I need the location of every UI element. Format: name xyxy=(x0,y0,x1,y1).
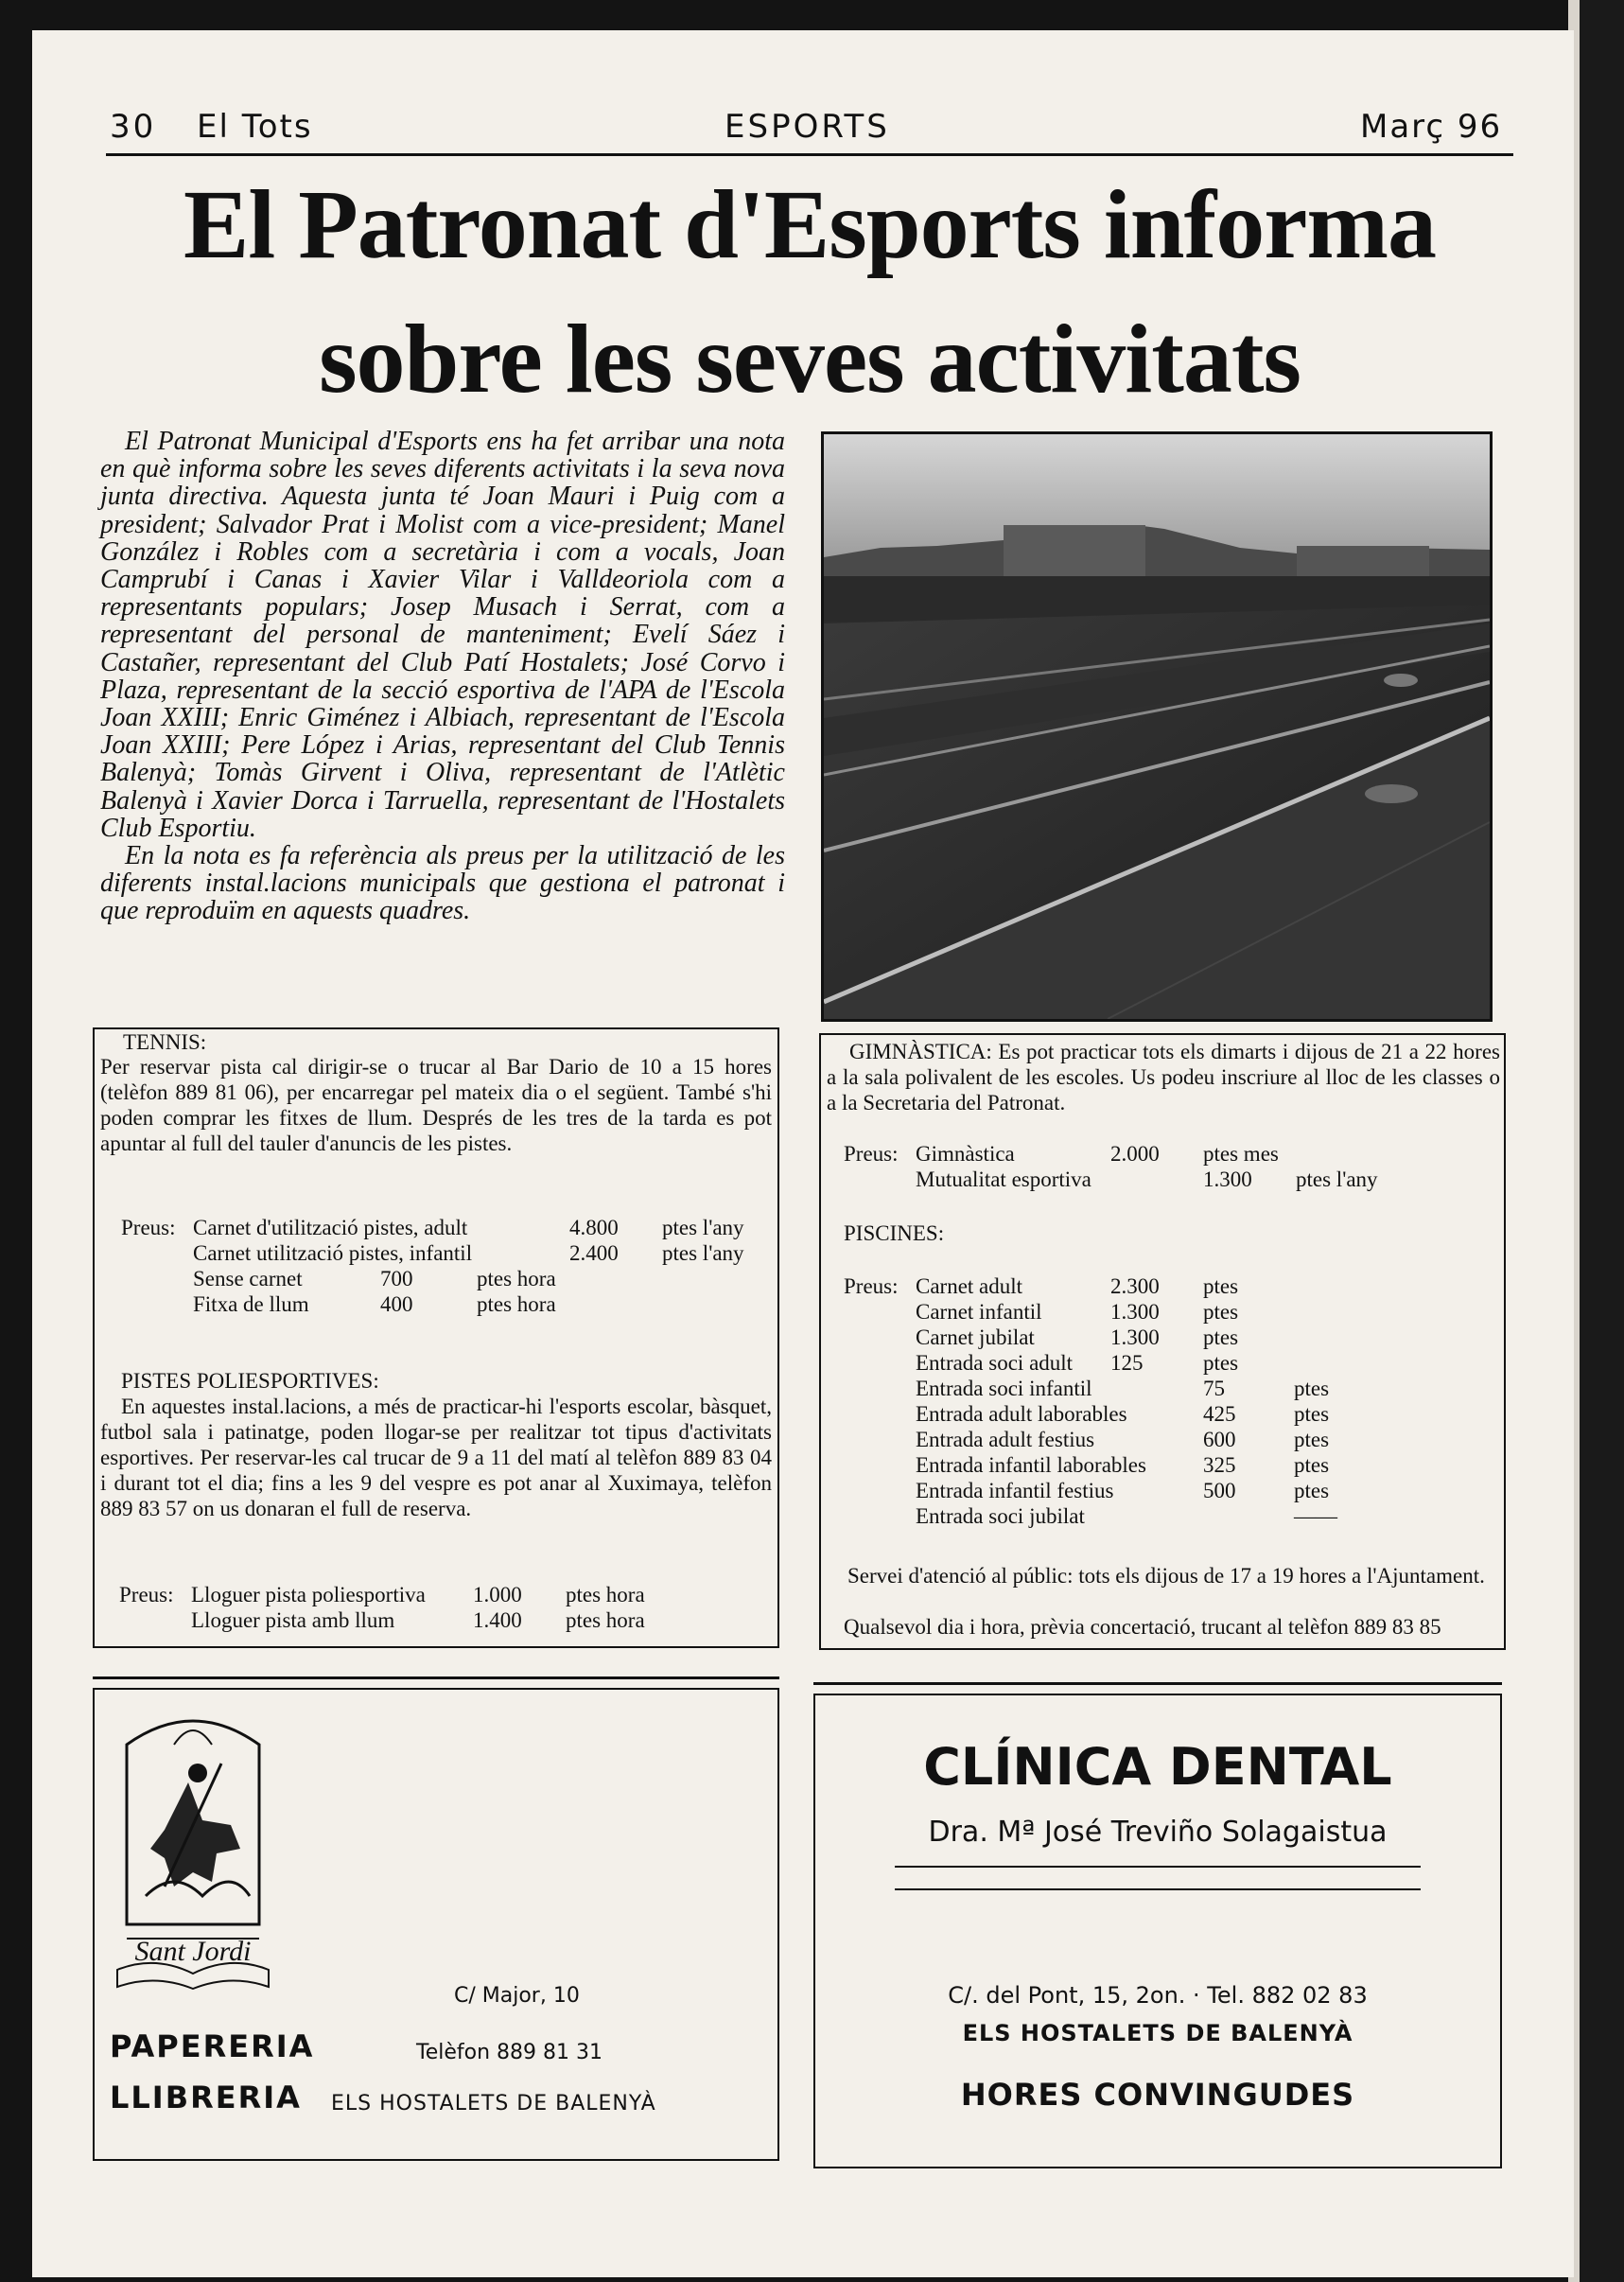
pistes-prices-label: Preus: xyxy=(119,1583,174,1606)
piscines-row-5-unit: ptes xyxy=(1294,1377,1330,1400)
tennis-row-2-price: 2.400 xyxy=(569,1241,619,1265)
piscines-row-9-unit: ptes xyxy=(1294,1479,1330,1502)
tennis-row-1-item: Carnet d'utilització pistes, adult xyxy=(193,1216,468,1239)
piscines-note-2: Qualsevol dia i hora, prèvia concertació, trucant al telèfon 889 83 85 xyxy=(844,1615,1441,1639)
logo-text: Sant Jordi xyxy=(134,1936,252,1967)
page-spine xyxy=(1574,0,1624,2282)
gimnastica-prices-label: Preus: xyxy=(844,1142,899,1166)
pistes-row-2-unit: ptes hora xyxy=(566,1608,645,1632)
pistes-text: En aquestes instal.lacions, a més de practicar-hi l'esports escolar, bàsquet, futbol sala i patinatge, poden llogar-se per realitzar tot tipus d'activitats esportives. Per reservar-les cal trucar de 9 a 11 del matí al telèfon 889 83 04 i durant tot el dia; fins a les 9 del vespre es pot anar al Xuximaya, telèfon 889 83 57 on us donaran el full de reserva. xyxy=(100,1395,772,1520)
header-rule xyxy=(106,153,1513,156)
page-number: 30 xyxy=(110,108,157,146)
pool-photo-image xyxy=(824,434,1490,1019)
gimnastica-row-1-item: Gimnàstica xyxy=(916,1142,1015,1166)
tennis-row-1-unit: ptes l'any xyxy=(662,1216,744,1239)
piscines-row-5-price: 75 xyxy=(1203,1377,1225,1400)
intro-text xyxy=(100,428,785,925)
piscines-row-7-unit: ptes xyxy=(1294,1428,1330,1451)
papereria-ad xyxy=(93,1688,779,2161)
pistes-row-1-unit: ptes hora xyxy=(566,1583,645,1606)
tennis-pistes-box xyxy=(93,1027,779,1648)
gimnastica-title: GIMNÀSTICA: xyxy=(849,1040,992,1063)
papereria-name-1: PAPERERIA xyxy=(110,2028,315,2064)
tennis-row-4-item: Fitxa de llum xyxy=(193,1292,309,1316)
intro-paragraph-1: El Patronat Municipal d'Esports ens ha fet arribar una nota en què informa sobre les seves diferents activitats i la seva nova junta directiva. Aquesta junta té Joan Mauri i Puig com a president; Salvador Prat i Molist com a vice-president; Manel González i Robles com a secretària i com a vocals, Joan Camprubí i Canas i Xavier Vilar i Valldeoriola com a representants populars; Josep Musach i Serrat, com a representant del personal de manteniment; Evelí Sáez i Castañer, representant del Club Patí Hostalets; José Corvo i Plaza, representant de la secció esportiva de l'APA de l'Escola Joan XXIII; Enric Giménez i Albiach, representant de l'Escola Joan XXIII; Pere López i Arias, representant del Club Tennis Balenyà; Tomàs Girvent i Oliva, representant de l'Atlètic Balenyà i Xavier Dorca i Tarruella, representant de l'Hostalets Club Esportiu. xyxy=(100,427,785,843)
piscines-row-1-price: 2.300 xyxy=(1110,1274,1160,1298)
clinica-rule-1 xyxy=(895,1866,1421,1868)
piscines-row-8-unit: ptes xyxy=(1294,1453,1330,1477)
piscines-row-8-price: 325 xyxy=(1203,1453,1236,1477)
piscines-row-2-unit: ptes xyxy=(1203,1300,1239,1324)
piscines-title: PISCINES: xyxy=(844,1221,945,1245)
piscines-note-1: Servei d'atenció al públic: tots els dijous de 17 a 19 hores a l'Ajuntament. xyxy=(847,1564,1485,1588)
piscines-row-4-item: Entrada soci adult xyxy=(916,1351,1074,1375)
tennis-row-1-price: 4.800 xyxy=(569,1216,619,1239)
gimnastica-text xyxy=(827,1039,1500,1115)
pistes-row-1-price: 1.000 xyxy=(473,1583,522,1606)
publication-name: El Tots xyxy=(197,108,313,146)
tennis-row-3-item: Sense carnet xyxy=(193,1267,303,1290)
piscines-row-6-unit: ptes xyxy=(1294,1402,1330,1426)
papereria-town: ELS HOSTALETS DE BALENYÀ xyxy=(331,2092,656,2115)
gimnastica-row-1-price: 2.000 xyxy=(1110,1142,1160,1166)
tennis-title: TENNIS: xyxy=(123,1030,207,1054)
pistes-row-2-price: 1.400 xyxy=(473,1608,522,1632)
piscines-row-6-price: 425 xyxy=(1203,1402,1236,1426)
gimnastica-row-1-unit: ptes mes xyxy=(1203,1142,1279,1166)
gimnastica-row-2-item: Mutualitat esportiva xyxy=(916,1167,1091,1191)
piscines-row-2-item: Carnet infantil xyxy=(916,1300,1042,1324)
clinica-doctor: Dra. Mª José Treviño Solagaistua xyxy=(928,1816,1388,1849)
piscines-row-1-item: Carnet adult xyxy=(916,1274,1023,1298)
pistes-row-2-item: Lloguer pista amb llum xyxy=(191,1608,395,1632)
piscines-row-10-item: Entrada soci jubilat xyxy=(916,1504,1085,1528)
piscines-row-8-item: Entrada infantil laborables xyxy=(916,1453,1146,1477)
piscines-prices-label: Preus: xyxy=(844,1274,899,1298)
pistes-row-1-item: Lloguer pista poliesportiva xyxy=(191,1583,426,1606)
tennis-row-2-unit: ptes l'any xyxy=(662,1241,744,1265)
clinica-dental-ad xyxy=(813,1694,1502,2168)
clinica-address: C/. del Pont, 15, 2on. · Tel. 882 02 83 xyxy=(948,1982,1368,2009)
tennis-row-3-unit: ptes hora xyxy=(477,1267,556,1290)
tennis-row-2-item: Carnet utilització pistes, infantil xyxy=(193,1241,473,1265)
piscines-row-5-item: Entrada soci infantil xyxy=(916,1377,1092,1400)
clinica-town: ELS HOSTALETS DE BALENYÀ xyxy=(962,2020,1353,2046)
tennis-text: Per reservar pista cal dirigir-se o trucar al Bar Dario de 10 a 15 hores (telèfon 889 81 06), per encarregar pel mateix dia o el següent. També s'hi poden comprar les fitxes de llum. Després de les tres de la tarda es pot apuntar al full del tauler d'anuncis de les pistes. xyxy=(100,1055,772,1155)
piscines-row-6-item: Entrada adult laborables xyxy=(916,1402,1127,1426)
piscines-row-3-unit: ptes xyxy=(1203,1325,1239,1349)
piscines-row-10-unit: —— xyxy=(1294,1504,1337,1528)
piscines-row-4-unit: ptes xyxy=(1203,1351,1239,1375)
tennis-row-4-price: 400 xyxy=(380,1292,413,1316)
papereria-name-2: LLIBRERIA xyxy=(110,2080,302,2115)
piscines-row-3-item: Carnet jubilat xyxy=(916,1325,1035,1349)
papereria-address: C/ Major, 10 xyxy=(454,1984,580,2008)
papereria-phone: Telèfon 889 81 31 xyxy=(416,2041,602,2064)
headline-line-1: El Patronat d'Esports informa xyxy=(183,170,1436,279)
ad-top-rule-right xyxy=(813,1682,1502,1685)
issue-date: Març 96 xyxy=(1360,108,1503,146)
tennis-prices-label: Preus: xyxy=(121,1216,176,1239)
piscines-row-7-item: Entrada adult festius xyxy=(916,1428,1095,1451)
clinica-rule-2 xyxy=(895,1888,1421,1890)
tennis-row-4-unit: ptes hora xyxy=(477,1292,556,1316)
section-title: ESPORTS xyxy=(725,108,890,146)
gimnastica-row-2-unit: ptes l'any xyxy=(1296,1167,1378,1191)
sant-jordi-logo xyxy=(108,1707,278,1991)
intro-paragraph-2: En la nota es fa referència als preus per la utilització de les diferents instal.lacions municipals que gestiona el patronat i que reproduïm en aquests quadres. xyxy=(100,841,785,926)
pistes-title: PISTES POLIESPORTIVES: xyxy=(121,1369,379,1393)
gimnastica-description: Es pot practicar tots els dimarts i dijous de 21 a 22 hores a la sala polivalent de les escoles. Us podeu inscriure al lloc de les classes o a la Secretaria del Patronat. xyxy=(827,1040,1500,1115)
gimnastica-piscines-box xyxy=(819,1033,1506,1650)
clinica-hours: HORES CONVINGUDES xyxy=(960,2077,1355,2113)
piscines-row-9-price: 500 xyxy=(1203,1479,1236,1502)
piscines-row-7-price: 600 xyxy=(1203,1428,1236,1451)
piscines-row-2-price: 1.300 xyxy=(1110,1300,1160,1324)
piscines-row-4-price: 125 xyxy=(1110,1351,1144,1375)
clinica-title: CLÍNICA DENTAL xyxy=(923,1737,1392,1797)
headline-line-2: sobre les seves activitats xyxy=(319,305,1301,413)
tennis-row-3-price: 700 xyxy=(380,1267,413,1290)
ad-top-rule-left xyxy=(93,1676,779,1679)
piscines-row-3-price: 1.300 xyxy=(1110,1325,1160,1349)
piscines-row-1-unit: ptes xyxy=(1203,1274,1239,1298)
swimming-pool-photo xyxy=(821,431,1493,1022)
piscines-row-9-item: Entrada infantil festius xyxy=(916,1479,1114,1502)
gimnastica-row-2-price: 1.300 xyxy=(1203,1167,1252,1191)
